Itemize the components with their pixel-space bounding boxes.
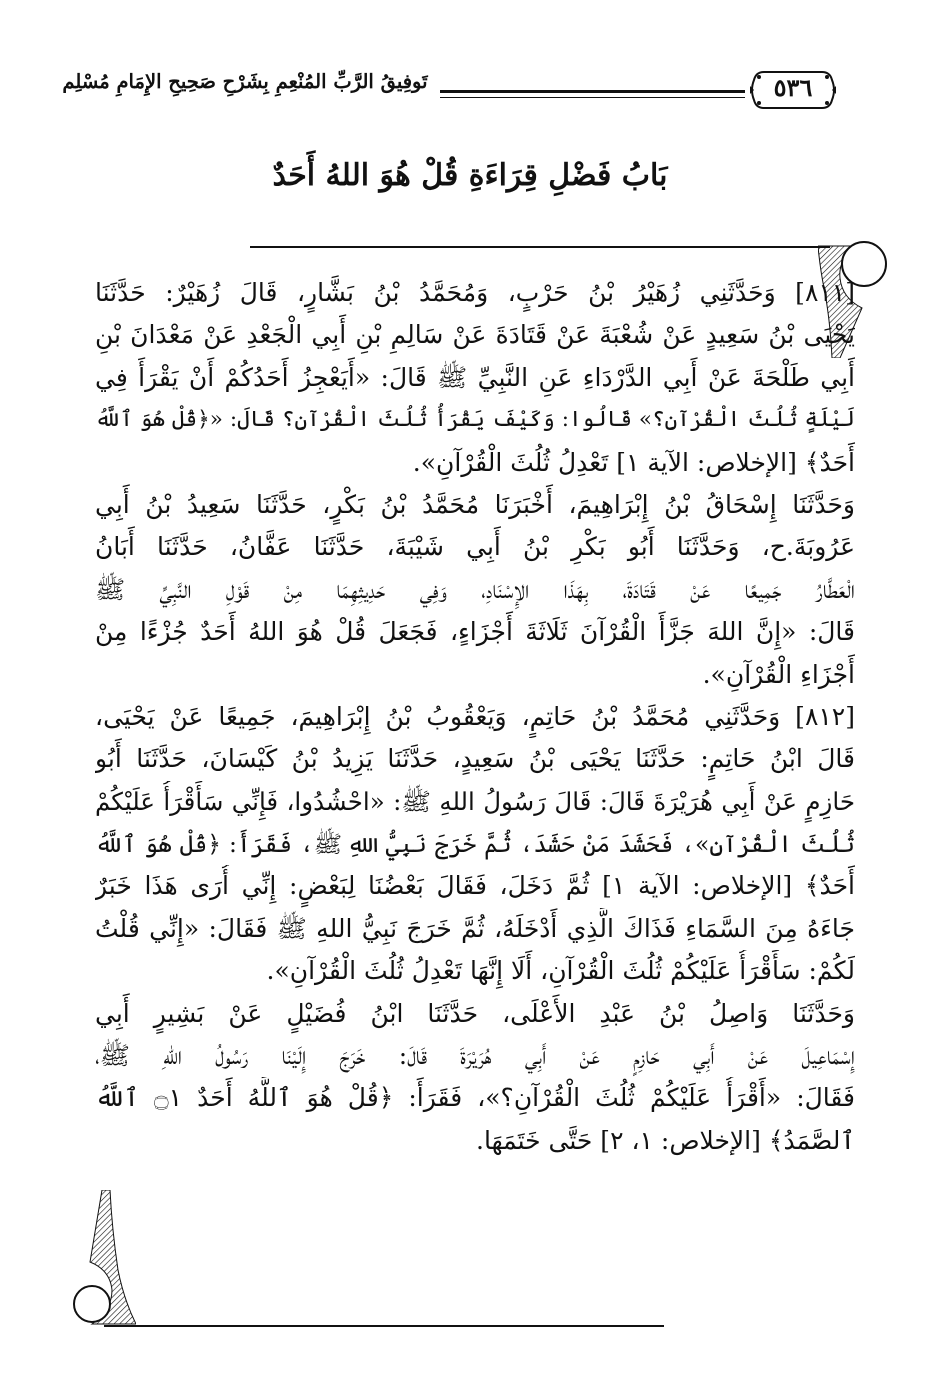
text-line: [٨١١] وَحَدَّثَنِي زُهَيْرُ بْنُ حَرْبٍ، وَمُحَمَّدُ بْنُ بَشَّارٍ، قَالَ زُهَيْرٌ: حَدَّثَنَا: [95, 278, 855, 307]
text-line: [٨١٢] وَحَدَّثَنِي مُحَمَّدُ بْنُ حَاتِمٍ، وَيَعْقُوبُ بْنُ إِبْرَاهِيمَ، جَمِيعًا عَنْ يَحْيَى،: [95, 701, 855, 731]
text-line: وَحَدَّثَنَا إِسْحَاقُ بْنُ إِبْرَاهِيمَ، أَخْبَرَنَا مُحَمَّدُ بْنُ بَكْرٍ، حَدَّثَنَا سَعِيدُ بْنُ أَبِي: [95, 489, 855, 519]
text-line: يَحْيَى بْنُ سَعِيدٍ عَنْ شُعْبَةَ عَنْ قَتَادَةَ عَنْ سَالِمِ بْنِ أَبِي الْجَعْدِ عَنْ مَعْدَانَ بْنِ: [95, 320, 855, 350]
frame-bottom-rule: [104, 1325, 664, 1327]
text-line: قَالَ: «إِنَّ اللهَ جَزَّأَ الْقُرْآنَ ثَلَاثَةَ أَجْزَاءٍ، فَجَعَلَ قُلْ هُوَ اللهُ أَحَدٌ جُزْءًا مِنْ: [95, 617, 855, 647]
text-line: حَازِمٍ عَنْ أَبِي هُرَيْرَةَ قَالَ: قَالَ رَسُولُ اللهِ ﷺ: «احْشُدُوا، فَإِنِّي سَأَقْرَأُ عَلَيْكُمْ: [95, 786, 855, 816]
frame-top-rule: [250, 246, 830, 248]
text-line: لَكُمْ: سَأَقْرَأُ عَلَيْكُمْ ثُلُثَ الْقُرْآنِ، أَلَا إِنَّهَا تَعْدِلُ ثُلُثَ الْقُرْآنِ».: [266, 956, 855, 986]
paragraph-812: [95, 696, 855, 993]
chapter-title: بَابُ فَضْلِ قِرَاءَةِ قُلْ هُوَ اللهُ أَحَدٌ: [272, 158, 668, 193]
text-line: أَحَدٌ﴾ [الإخلاص: الآية ١] ثُمَّ دَخَلَ، فَقَالَ بَعْضُنَا لِبَعْضٍ: إِنِّي أُرَى هَذَا خَبَرٌ: [95, 871, 855, 901]
paragraph-811: [95, 272, 855, 484]
text-line: أَبِي طَلْحَةَ عَنْ أَبِي الدَّرْدَاءِ عَنِ النَّبِيِّ ﷺ قَالَ: «أَيَعْجِزُ أَحَدُكُمْ أَنْ يَقْرَأَ فِي: [95, 362, 855, 392]
paragraph-811-chain: [95, 484, 855, 696]
text-line: ثُلُثَ الْقُرْآنِ»، فَحَشَدَ مَنْ حَشَدَ، ثُمَّ خَرَجَ نَبِيُّ اللهِ ﷺ، فَقَرَأَ: ﴿قُلْ هُوَ ٱللَّهُ: [95, 830, 855, 859]
page-number-ornament: [750, 66, 836, 114]
corner-ornament-icon: [72, 1190, 136, 1330]
text-line: جَاءَهُ مِنَ السَّمَاءِ فَذَاكَ الَّذِي أَدْخَلَهُ، ثُمَّ خَرَجَ نَبِيُّ اللهِ ﷺ فَقَالَ: «إِنِّي قُلْتُ: [95, 913, 855, 943]
running-header: [60, 62, 850, 122]
text-line: فَقَالَ: «أَقْرَأُ عَلَيْكُمْ ثُلُثَ الْقُرْآنِ؟»، فَقَرَأَ: ﴿قُلْ هُوَ ٱللَّهُ أَحَدٌ ۝١ ٱللَّهُ: [95, 1083, 855, 1113]
book-title: تَوفِيقُ الرَّبِّ المُنْعِمِ بِشَرْحِ صَحِيحِ الإِمَامِ مُسْلِم: [62, 70, 428, 93]
header-rule: [440, 90, 745, 93]
text-line: لَيْلَةٍ ثُلُثَ الْقُرْآنِ؟» قَالُوا: وَكَيْفَ يَقْرَأُ ثُلُثَ الْقُرْآنِ؟ قَالَ: «﴿قُلْ هُوَ ٱللَّهُ: [95, 407, 855, 433]
text-line: أَحَدٌ﴾ [الإخلاص: الآية ١] تَعْدِلُ ثُلُثَ الْقُرْآنِ».: [412, 447, 855, 477]
text-line: الْعَطَّارُ جَمِيعًا عَنْ قَتَادَةَ، بِهَذَا الإِسْنَادِ، وَفِي حَدِيثِهِمَا مِنْ قَوْلِ النَّبِيِّ ﷺ: [95, 574, 855, 604]
text-line: أَجْزَاءِ الْقُرْآنِ».: [702, 659, 855, 689]
text-line: وَحَدَّثَنَا وَاصِلُ بْنُ عَبْدِ الأَعْلَى، حَدَّثَنَا ابْنُ فُضَيْلٍ عَنْ بَشِيرٍ أَبِي: [95, 998, 855, 1028]
hadith-text: [95, 272, 855, 1162]
text-line: عَرُوبَةَ.ح، وَحَدَّثَنَا أَبُو بَكْرِ بْنُ أَبِي شَيْبَةَ، حَدَّثَنَا عَفَّانُ، حَدَّثَنَا أَبَانُ: [95, 532, 855, 562]
text-line: ٱلصَّمَدُ﴾ [الإخلاص: ١، ٢] حَتَّى خَتَمَهَا.: [476, 1125, 855, 1155]
text-line: إِسْمَاعِيلَ عَنْ أَبِي حَازِمٍ عَنْ أَبِي هُرَيْرَةَ قَالَ: خَرَجَ إِلَيْنَا رَسُولُ اللهِ ﷺ،: [95, 1041, 855, 1071]
paragraph-812-chain: [95, 993, 855, 1163]
text-line: قَالَ ابْنُ حَاتِمٍ: حَدَّثَنَا يَحْيَى بْنُ سَعِيدٍ، حَدَّثَنَا يَزِيدُ بْنُ كَيْسَانَ، حَدَّثَنَا أَبُو: [95, 744, 855, 774]
page-number: ٥٣٦: [773, 73, 813, 102]
